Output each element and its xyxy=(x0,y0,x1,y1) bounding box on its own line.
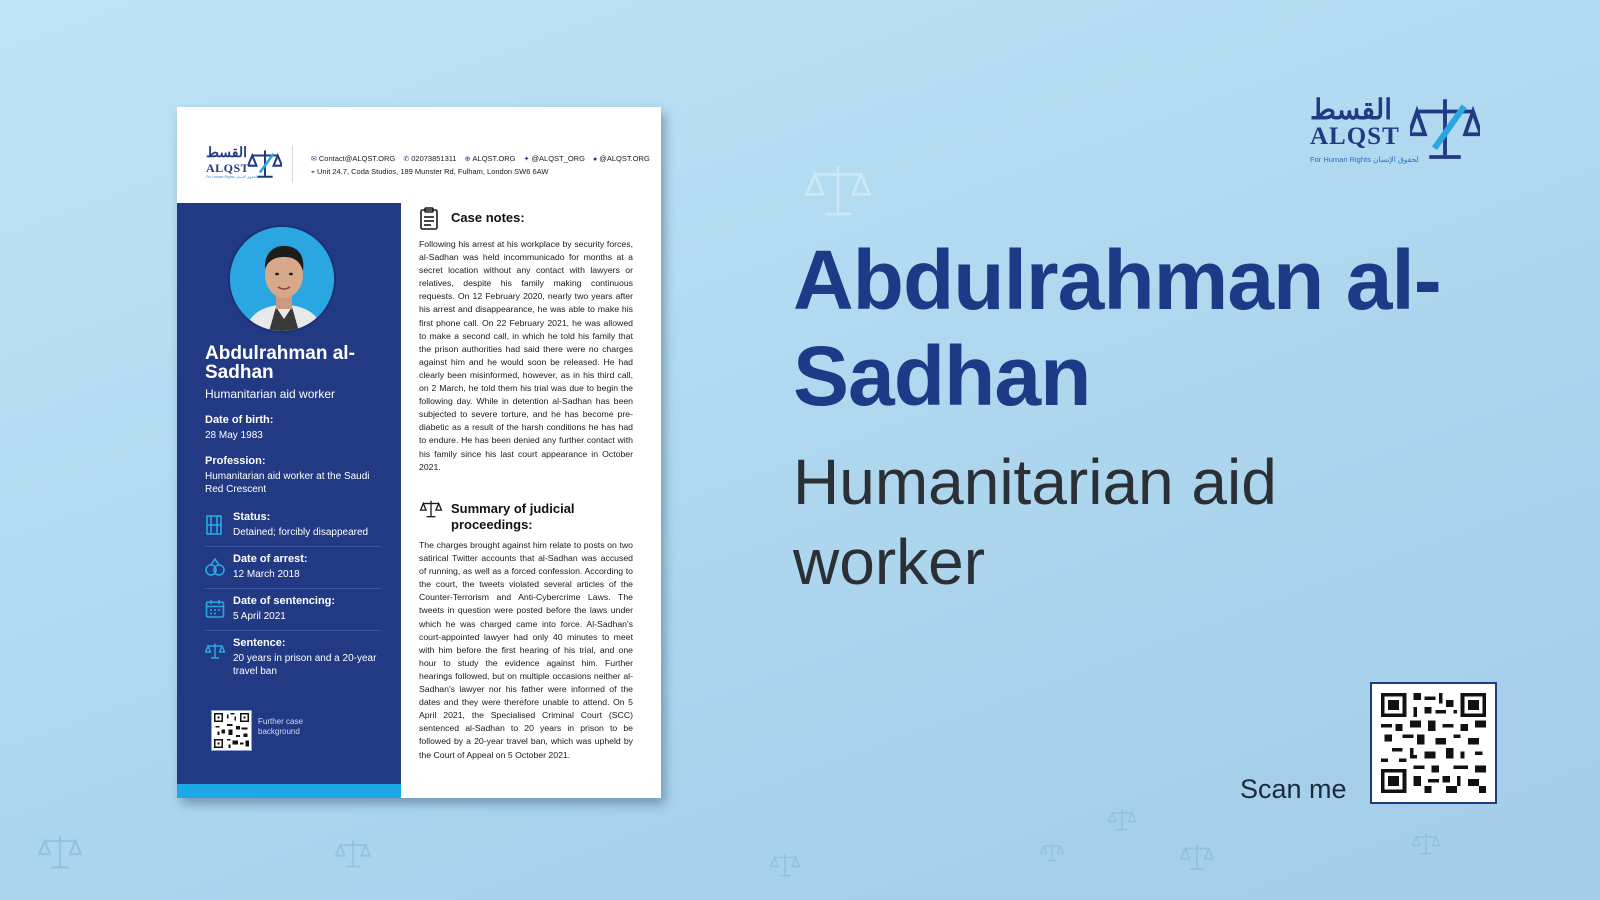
arrest-value: 12 March 2018 xyxy=(233,569,300,580)
web-icon: ⊕ xyxy=(464,156,471,163)
logo-latin-text: ALQST xyxy=(206,161,250,175)
clipboard-icon xyxy=(419,207,443,231)
sidebar-separator xyxy=(205,546,381,547)
profile-role: Humanitarian aid worker xyxy=(205,387,336,401)
hero-role: Humanitarian aid worker xyxy=(793,446,1277,598)
avatar xyxy=(228,225,336,333)
scales-icon xyxy=(248,147,282,181)
profession-block xyxy=(205,455,385,496)
arrest-label: Date of arrest: xyxy=(233,553,308,565)
qr-code-icon[interactable] xyxy=(1370,682,1497,804)
judicial-heading xyxy=(419,498,635,534)
case-notes-title: Case notes: xyxy=(451,210,525,225)
case-notes-text: Following his arrest at his workplace by security forces, al-Sadhan was held incommunicado for months at a secret location without any contact with lawyers or relatives, despite his family making continuous requests. On 12 February 2020, nearly two years after his arrest and disappearance, he was able to make his first phone call. On 22 February 2021, he was allowed to make a second call, in which he told his family that the prison authorities had said there were no charges against him and he would soon be released. He had clearly been misinformed, however, as in his third call, on 2 March, he told them his trial was due to begin the following day. While in detention al-Sadhan has been subjected to severe torture, and he has become pre-diabetic as a result of the harsh conditions he has had to endure. He has been denied any further contact with his family since his last court appearance in October 2021. xyxy=(419,239,633,472)
scales-icon xyxy=(205,641,225,661)
contact-address: Unit 24.7, Coda Studios, 189 Munster Rd, Fulham, London SW6 6AW xyxy=(316,167,549,176)
header-divider xyxy=(292,145,293,183)
watermark-scales-icon xyxy=(805,158,871,229)
scan-me-label: Scan me xyxy=(1240,774,1347,804)
contact-twitter[interactable]: @ALQST_ORG xyxy=(531,154,585,163)
logo-tagline: For Human Rights لحقوق الإنسان xyxy=(1310,155,1419,164)
contact-email[interactable]: Contact@ALQST.ORG xyxy=(318,154,396,163)
alqst-logo xyxy=(1310,93,1480,173)
judicial-text: The charges brought against him relate to posts on two satirical Twitter accounts that al-Sadhan was accused of running, as well as a forced confession. According to the court, the tweets violated several articles of the Counter-Terrorism and Anti-Cybercrime Laws. The tweets in question were posted before the laws under which he was charged came into force. Al-Sadhan's court-appointed lawyer had only 40 minutes to meet with him before the first hearing of his trial, and one hour to study the evidence against him. Further hearings followed, but on multiple occasions neither al-Sadhan's lawyer nor his father were informed of the dates and they were therefore unable to attend. On 5 April 2021, the Specialised Criminal Court (SCC) sentenced al-Sadhan to 20 years in prison to be followed by a 20-year travel ban, which was upheld by the Court of Appeal on 5 October 2021. xyxy=(419,540,633,760)
dob-label: Date of birth: xyxy=(205,414,274,426)
prison-icon xyxy=(205,515,225,535)
background-scales-icon xyxy=(38,830,82,874)
handcuffs-icon xyxy=(205,557,225,577)
scales-icon xyxy=(1410,93,1480,165)
logo-tagline: For Human Rights لحقوق الإنسان xyxy=(206,175,257,179)
judicial-title: Summary of judicial proceedings: xyxy=(451,501,575,532)
location-icon: ⌖ xyxy=(311,169,315,176)
address-line xyxy=(311,167,548,177)
case-sheet-document xyxy=(177,107,661,798)
contact-web[interactable]: ALQST.ORG xyxy=(472,154,516,163)
twitter-icon: ✦ xyxy=(523,156,530,163)
calendar-icon xyxy=(205,599,225,619)
profile-sidebar xyxy=(177,203,401,798)
sidebar-separator xyxy=(205,588,381,589)
phone-icon: ✆ xyxy=(403,156,410,163)
logo-latin-text: ALQST xyxy=(1310,123,1400,150)
background-scales-icon xyxy=(1040,840,1064,864)
status-row xyxy=(205,511,381,551)
background-scales-icon xyxy=(1108,806,1136,834)
background-scales-icon xyxy=(770,850,800,880)
qr-caption: Further case background xyxy=(258,717,303,736)
contact-line xyxy=(311,154,650,163)
sentence-label: Sentence: xyxy=(233,637,286,649)
facebook-icon: ● xyxy=(593,156,598,163)
profession-label: Profession: xyxy=(205,455,266,467)
sentence-value: 20 years in prison and a 20-year travel ban xyxy=(233,653,377,677)
scales-icon xyxy=(419,498,443,522)
logo-arabic-text: القسط xyxy=(1310,93,1393,126)
profile-name: Abdulrahman al-Sadhan xyxy=(205,343,355,383)
dob-value: 28 May 1983 xyxy=(205,430,263,441)
qr-code-icon[interactable] xyxy=(211,710,252,751)
sentence-row xyxy=(205,637,381,687)
sidebar-accent-strip xyxy=(177,784,401,798)
contact-phone[interactable]: 02073851311 xyxy=(411,154,457,163)
logo-arabic-text: القسط xyxy=(206,145,248,161)
status-value: Detained; forcibly disappeared xyxy=(233,527,369,538)
contact-facebook[interactable]: @ALQST.ORG xyxy=(599,154,650,163)
status-label: Status: xyxy=(233,511,271,523)
background-scales-icon xyxy=(1180,840,1214,874)
sidebar-separator xyxy=(205,630,381,631)
profession-value: Humanitarian aid worker at the Saudi Red Crescent xyxy=(205,471,370,495)
sentencing-row xyxy=(205,595,381,635)
email-icon: ✉ xyxy=(311,156,317,163)
background-scales-icon xyxy=(1412,830,1440,858)
arrest-row xyxy=(205,553,381,593)
sentencing-label: Date of sentencing: xyxy=(233,595,336,607)
dob-block xyxy=(205,414,385,442)
background-scales-icon xyxy=(335,836,371,872)
alqst-logo-small xyxy=(204,145,284,185)
sentencing-value: 5 April 2021 xyxy=(233,611,286,622)
hero-name: Abdulrahman al-Sadhan xyxy=(793,233,1441,423)
document-header xyxy=(177,107,661,203)
